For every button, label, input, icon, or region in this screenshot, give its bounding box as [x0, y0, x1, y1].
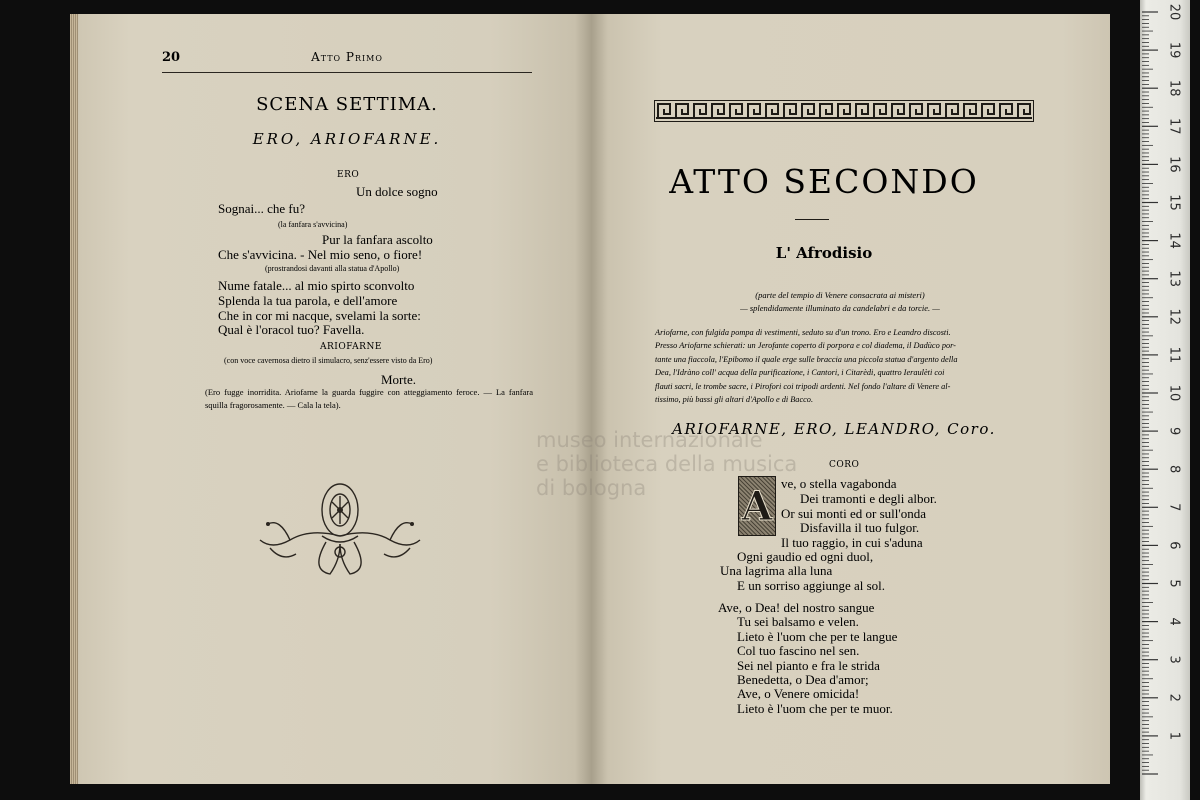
- verse-line: Dei tramonti e degli albor.: [800, 491, 937, 506]
- ruler-label: 16: [1166, 156, 1182, 173]
- ruler-label: 1: [1166, 731, 1182, 741]
- scene-characters: ERO, ARIOFARNE.: [252, 130, 442, 148]
- ruler-label: 3: [1166, 655, 1182, 664]
- drop-capital-letter: A: [741, 482, 773, 530]
- verse-line: Un dolce sogno: [356, 184, 438, 199]
- curtain-note: (Ero fugge inorridita. Ariofarne la guarda fuggire con atteggiamento feroce. — La fanfara squilla fragorosamente. — Cala la tela).: [205, 387, 533, 410]
- verse-line: Benedetta, o Dea d'amor;: [737, 672, 869, 687]
- stage-direction: (la fanfara s'avvicina): [278, 220, 348, 229]
- verse-line: Lieto è l'uom che per te muor.: [737, 701, 893, 716]
- verse-line: Lieto è l'uom che per te langue: [737, 629, 898, 644]
- scene-description: [655, 326, 1040, 406]
- verse-line: Col tuo fascino nel sen.: [737, 643, 860, 658]
- verse-line: Tu sei balsamo e velen.: [737, 614, 859, 629]
- verse-line: Splenda la tua parola, e dell'amore: [218, 293, 398, 308]
- scene-title: SCENA SETTIMA.: [256, 94, 438, 115]
- verse-line: Sognai... che fu?: [218, 201, 306, 216]
- verse-line: Ave, o Venere omicida!: [737, 686, 860, 701]
- running-head: [162, 50, 532, 72]
- running-title: Atto Primo: [311, 50, 383, 64]
- stage-direction: — splendidamente illuminato da candelabri e da torcie. —: [740, 303, 940, 313]
- title-rule: [795, 219, 829, 220]
- ruler-label: 2: [1166, 693, 1182, 702]
- ruler-label: 13: [1166, 270, 1182, 287]
- ornament-icon: [250, 478, 430, 580]
- ruler-label: 20: [1166, 3, 1182, 21]
- verse-line: Ave, o Dea! del nostro sangue: [718, 600, 875, 615]
- verse-line: Disfavilla il tuo fulgor.: [800, 520, 920, 535]
- stage-direction: (con voce cavernosa dietro il simulacro, senz'essere visto da Ero): [224, 356, 433, 365]
- ruler-scale: [1140, 0, 1190, 800]
- description-line: tissimo, più bassi gli altari d'Apollo e di Bacco.: [655, 395, 814, 405]
- ruler-label: 7: [1166, 503, 1182, 512]
- ruler-label: 15: [1166, 194, 1182, 211]
- speaker-coro: CORO: [829, 460, 860, 470]
- speaker-ero: ERO: [337, 170, 360, 180]
- verse-line: Or sui monti ed or sull'onda: [781, 506, 926, 521]
- ruler-label: 10: [1166, 384, 1182, 402]
- watermark: museo internazionale e biblioteca della musica di bologna: [536, 428, 798, 500]
- description-line: Ariofarne, con fulgida pompa di vestimenti, seduto su d'un trono. Ero e Leandro discosti.: [655, 328, 951, 337]
- drop-capital: [738, 476, 776, 536]
- verse-line: Una lagrima alla luna: [720, 563, 833, 578]
- verse-line: Il tuo raggio, in cui s'aduna: [781, 535, 923, 550]
- cast-list: ARIOFARNE, ERO, LEANDRO, Coro.: [672, 420, 996, 438]
- ruler-label: 12: [1166, 308, 1182, 326]
- greek-key-border-icon: [654, 100, 1034, 122]
- verse-line: E un sorriso aggiunge al sol.: [737, 578, 886, 593]
- act-subtitle: L' Afrodisio: [775, 244, 873, 262]
- act-title: ATTO SECONDO: [669, 162, 979, 201]
- description-line: tante una fiaccola, l'Epibomo il quale erge sulle braccia una piccola statua d'argento della: [655, 354, 958, 364]
- ruler-label: 11: [1166, 346, 1182, 364]
- ruler-label: 18: [1166, 79, 1182, 97]
- verse-line: Ogni gaudio ed ogni duol,: [737, 549, 874, 564]
- description-line: Dea, l'Idràno coll' acqua della purificazione, i Cantori, i Citarèdi, quattro Ieraulèti coi: [655, 368, 945, 378]
- verse-line: Morte.: [381, 372, 417, 387]
- verse-line: Pur la fanfara ascolto: [322, 232, 433, 247]
- ruler-label: 5: [1166, 579, 1182, 588]
- ruler-label: 19: [1166, 41, 1182, 59]
- ruler-label: 8: [1166, 465, 1182, 474]
- verse-line: Sei nel pianto e fra le strida: [737, 658, 880, 673]
- ruler-label: 14: [1166, 232, 1182, 249]
- description-line: flauti sacri, le trombe sacre, i Pirofori coi tripodi ardenti. Nel fondo l'altare di Venere al-: [655, 381, 951, 391]
- page-number: 20: [162, 50, 181, 65]
- ruler-label: 6: [1166, 541, 1182, 550]
- stage-direction: (prostrandosi davanti alla statua d'Apollo): [265, 264, 400, 273]
- verse-line: ve, o stella vagabonda: [781, 476, 897, 491]
- measuring-ruler: [1140, 0, 1190, 800]
- verse-line: Che in cor mi nacque, svelami la sorte:: [218, 308, 421, 323]
- header-rule: [162, 72, 532, 73]
- verse-line: Che s'avvicina. - Nel mio seno, o fiore!: [218, 247, 423, 262]
- verse-line: Nume fatale... al mio spirto sconvolto: [218, 278, 415, 293]
- stage-direction: (parte del tempio di Venere consacrata ai misteri): [755, 290, 925, 300]
- ruler-label: 9: [1166, 426, 1182, 436]
- page-edges: [70, 14, 78, 784]
- description-line: Presso Ariofarne schierati: un Jerofante coperto di porpora e col diadema, il Dadùco por-: [655, 341, 956, 351]
- ruler-label: 17: [1166, 118, 1182, 135]
- ruler-label: 4: [1166, 617, 1182, 626]
- verse-line: Qual è l'oracol tuo? Favella.: [218, 322, 365, 337]
- speaker-ariofarne: ARIOFARNE: [320, 342, 382, 352]
